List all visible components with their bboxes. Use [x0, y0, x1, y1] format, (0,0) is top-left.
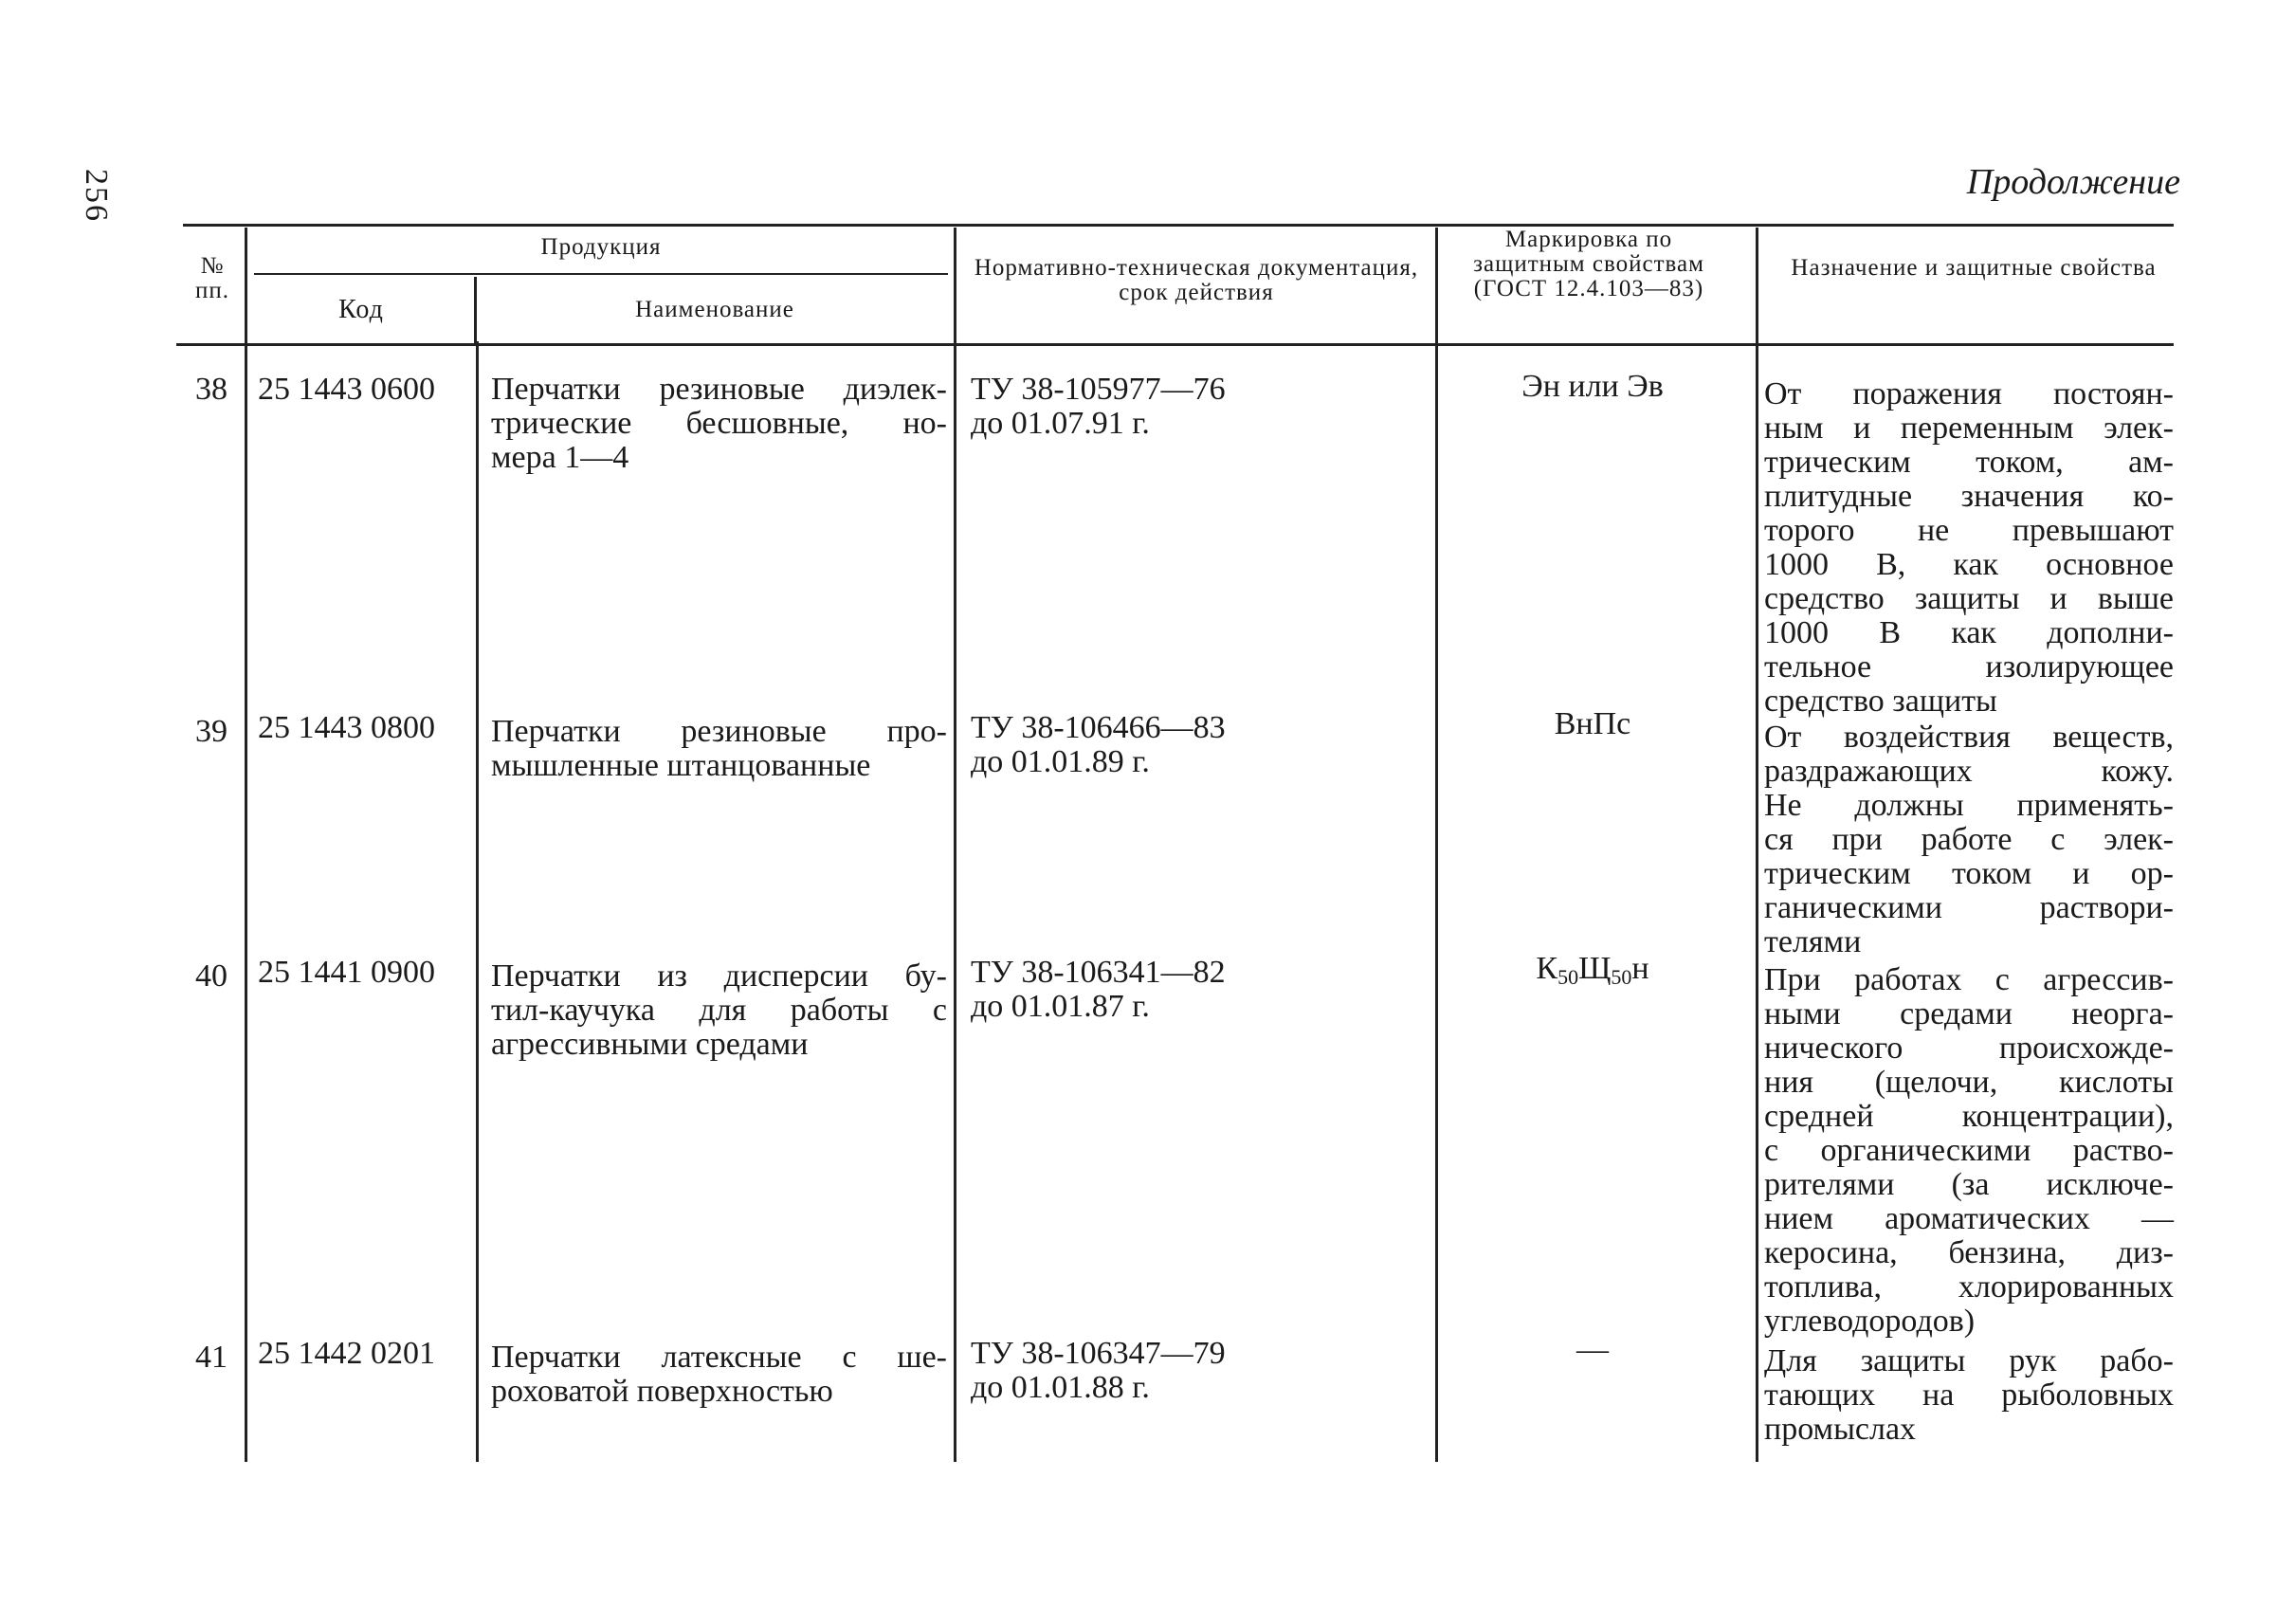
column-divider-ntd — [1435, 228, 1438, 1462]
row-40-code: 25 1441 0900 — [258, 955, 435, 990]
page-number: 256 — [79, 169, 114, 223]
purpose-line: ганическими раствори- — [1764, 890, 2174, 925]
purpose-line: трическим током, ам- — [1764, 445, 2174, 480]
purpose-line: ся при работе с элек- — [1764, 822, 2174, 857]
ntd-validity: до 01.01.88 г. — [971, 1370, 1150, 1405]
row-41-name — [491, 1341, 947, 1409]
purpose-line: телями — [1764, 924, 1862, 959]
row-39-marking: ВнПс — [1554, 706, 1631, 741]
continuation-label: Продолжение — [1966, 162, 2180, 202]
marking-k: К — [1536, 951, 1558, 986]
row-41-num: 41 — [195, 1340, 228, 1375]
purpose-line: трическим током и ор- — [1764, 856, 2174, 891]
purpose-line: Не должны применять- — [1764, 788, 2174, 823]
row-38-code: 25 1443 0600 — [258, 372, 435, 407]
row-38-purpose — [1764, 377, 2174, 719]
purpose-line: тающих на рыболовных — [1764, 1378, 2174, 1413]
marking-n: н — [1631, 951, 1649, 986]
ntd-spec: ТУ 38-105977—76 — [971, 372, 1226, 407]
ntd-validity: до 01.07.91 г. — [971, 406, 1150, 441]
marking-k-sub: 50 — [1557, 965, 1579, 989]
row-41-ntd — [971, 1337, 1426, 1405]
header-ntd: Нормативно-техническая документация, срок действия — [974, 255, 1419, 305]
ntd-validity: до 01.01.87 г. — [971, 989, 1150, 1024]
name-line: тил-каучука для работы с — [491, 993, 947, 1028]
row-39-code: 25 1443 0800 — [258, 710, 435, 745]
header-marking: Маркировка по защитным свойствам (ГОСТ 12.4.103—83) — [1473, 227, 1704, 301]
column-divider-code-body — [476, 341, 479, 1462]
row-40-marking — [1450, 952, 1735, 994]
column-divider-num — [245, 228, 247, 1462]
purpose-line: средней концентрации), — [1764, 1099, 2174, 1134]
marking-sh: Щ — [1578, 951, 1612, 986]
ntd-validity: до 01.01.89 г. — [971, 744, 1150, 779]
name-line: мышленные штанцованные — [491, 748, 871, 783]
row-40-name — [491, 959, 947, 1062]
purpose-line: От воздействия веществ, — [1764, 720, 2174, 755]
row-41-code: 25 1442 0201 — [258, 1336, 435, 1371]
ntd-spec: ТУ 38-106341—82 — [971, 955, 1226, 990]
header-code: Код — [338, 295, 384, 324]
purpose-line: 1000 В, как основное — [1764, 547, 2174, 582]
purpose-line: раздражающих кожу. — [1764, 754, 2174, 789]
purpose-line: От поражения постоян- — [1764, 376, 2174, 411]
purpose-line: углеводородов) — [1764, 1304, 1976, 1339]
row-41-marking: — — [1576, 1332, 1609, 1367]
purpose-line: Для защиты рук рабо- — [1764, 1343, 2174, 1378]
purpose-line: плитудные значения ко- — [1764, 479, 2174, 514]
purpose-line: промыслах — [1764, 1412, 1917, 1447]
purpose-line: рителями (за исключе- — [1764, 1167, 2174, 1202]
row-40-num: 40 — [195, 958, 228, 994]
name-line: трические бесшовные, но- — [491, 406, 947, 441]
marking-sh-sub: 50 — [1611, 965, 1632, 989]
row-39-num: 39 — [195, 714, 228, 749]
name-line: Перчатки резиновые диэлек- — [491, 372, 947, 407]
purpose-line: керосина, бензина, диз- — [1764, 1235, 2174, 1270]
name-line: Перчатки из дисперсии бу- — [491, 958, 947, 994]
header-num: № пп. — [194, 253, 229, 303]
header-top-rule — [183, 224, 2174, 227]
column-divider-code — [474, 277, 477, 343]
purpose-line: ным и переменным элек- — [1764, 411, 2174, 446]
name-line: Перчатки латексные с ше- — [491, 1340, 947, 1375]
purpose-line: тельное изолирующее — [1764, 649, 2174, 684]
row-38-name — [491, 373, 947, 475]
name-line: агрессивными средами — [491, 1027, 809, 1062]
purpose-line: средство защиты — [1764, 684, 1997, 719]
purpose-line: средство защиты и выше — [1764, 581, 2174, 616]
purpose-line: нием ароматических — — [1764, 1201, 2174, 1236]
row-39-purpose — [1764, 721, 2174, 959]
row-39-name — [491, 715, 947, 783]
column-divider-name — [954, 228, 956, 1462]
product-subheader-rule — [254, 273, 948, 275]
name-line: Перчатки резиновые про- — [491, 714, 947, 749]
purpose-line: ния (щелочи, кислоты — [1764, 1065, 2174, 1100]
column-divider-marking — [1756, 228, 1758, 1462]
row-40-ntd — [971, 956, 1426, 1024]
header-purpose: Назначение и защитные свойства — [1791, 255, 2157, 281]
purpose-line: с органическими раство- — [1764, 1133, 2174, 1168]
row-38-num: 38 — [195, 372, 228, 407]
header-product: Продукция — [540, 234, 662, 260]
row-41-purpose — [1764, 1344, 2174, 1447]
purpose-line: топлива, хлорированных — [1764, 1269, 2174, 1305]
ntd-spec: ТУ 38-106347—79 — [971, 1336, 1226, 1371]
row-40-purpose — [1764, 963, 2174, 1339]
purpose-line: нического происхожде- — [1764, 1031, 2174, 1066]
purpose-line: При работах с агрессив- — [1764, 962, 2174, 997]
purpose-line: ными средами неорга- — [1764, 996, 2174, 1031]
name-line: роховатой поверхностью — [491, 1374, 833, 1409]
row-38-marking: Эн или Эв — [1521, 369, 1664, 404]
purpose-line: 1000 В как дополни- — [1764, 615, 2174, 650]
purpose-line: торого не превышают — [1764, 513, 2174, 548]
name-line: мера 1—4 — [491, 440, 629, 475]
row-39-ntd — [971, 711, 1426, 779]
row-38-ntd — [971, 373, 1426, 441]
ntd-spec: ТУ 38-106466—83 — [971, 710, 1226, 745]
header-name: Наименование — [635, 297, 794, 322]
